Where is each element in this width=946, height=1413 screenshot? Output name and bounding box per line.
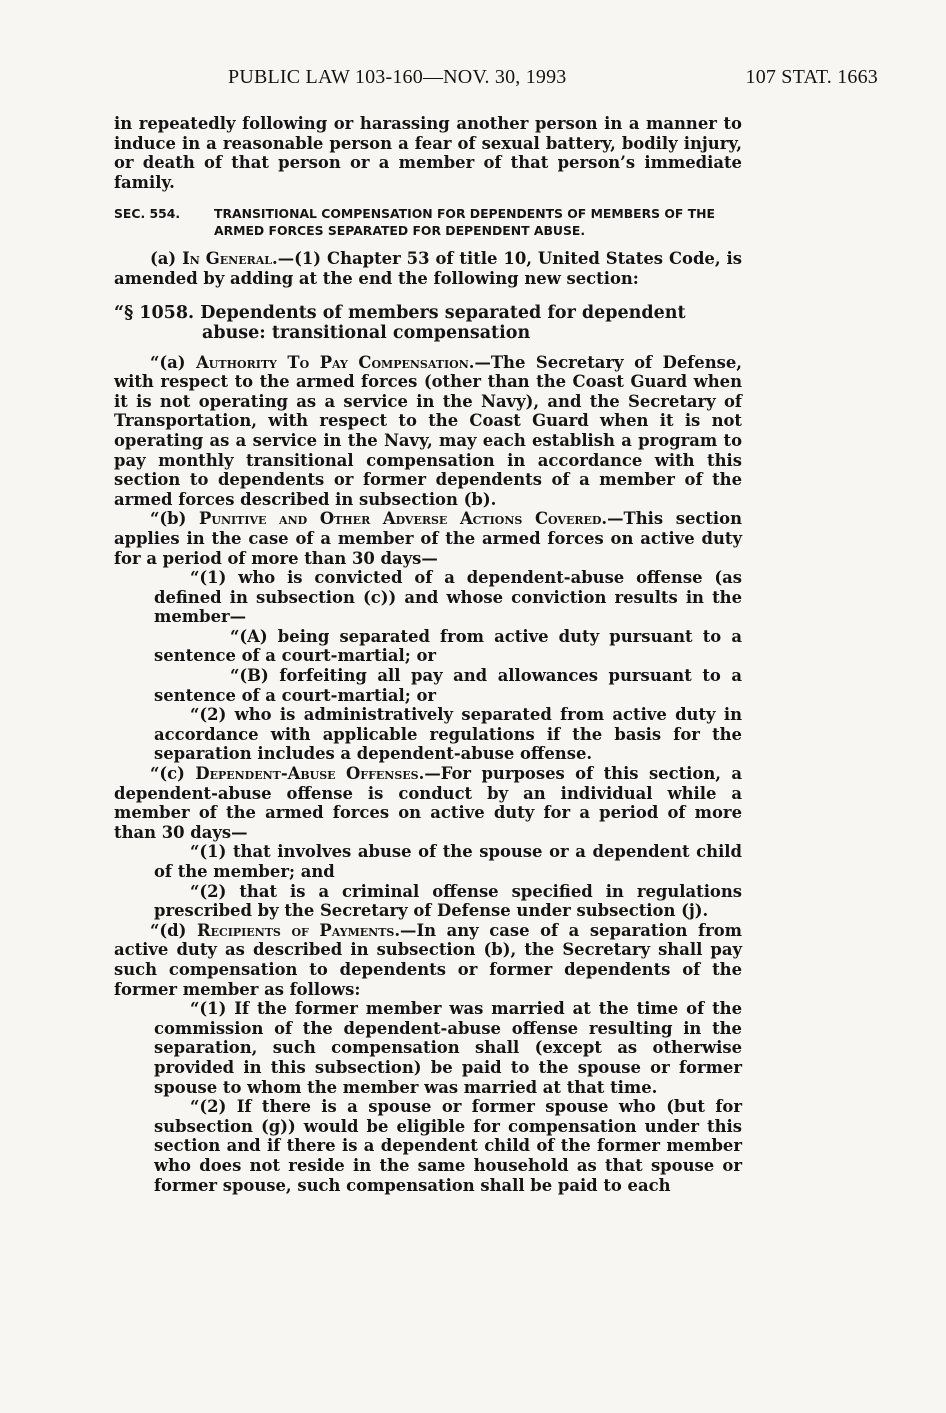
paragraph-b1b: “(B) forfeiting all pay and allowances pursuant to a sentence of a court-martial; or xyxy=(154,666,742,705)
subsection-c xyxy=(114,764,742,842)
subsection-label: Recipients of Payments xyxy=(196,920,395,940)
subsection-prefix: “(b) xyxy=(150,509,200,529)
paragraph-b1a: “(A) being separated from active duty pursuant to a sentence of a court-martial; or xyxy=(154,626,742,666)
subsection-a-general xyxy=(114,249,742,288)
section-number: SEC. 554. xyxy=(114,206,181,222)
body-text xyxy=(114,114,742,1195)
header-stat-page: 107 STAT. 1663 xyxy=(745,66,878,88)
subsection-label: Dependent-Abuse Offenses xyxy=(195,764,419,784)
paragraph-b1: “(1) who is convicted of a dependent-abuse offense (as defined in subsection (c)) and whose conviction results in the member— xyxy=(154,568,742,627)
section-heading xyxy=(114,206,742,239)
subsection-b xyxy=(114,509,742,568)
subsection-label: Punitive and Other Adverse Actions Covered xyxy=(199,509,602,529)
subsection-d xyxy=(114,921,742,999)
subsection-prefix: (a) xyxy=(150,249,183,269)
subsection-label: In General xyxy=(182,249,273,269)
subsection-text: .—In any case of a separation from active duty as described in subsection (b), the Secretary shall pay such compensation to dependents or former dependents of the former member as follows: xyxy=(114,920,743,999)
subsection-prefix: “(c) xyxy=(150,764,196,784)
new-section-title: “§ 1058. Dependents of members separated for dependent abuse: transitional compensation xyxy=(114,302,686,343)
intro-paragraph: in repeatedly following or harassing another person in a manner to induce in a reasonable person a fear of sexual battery, bodily injury, or death of that person or a member of that person’s immediate family. xyxy=(114,114,742,192)
paragraph-d1: “(1) If the former member was married at the time of the commission of the dependent-abuse offense resulting in the separation, such compensation shall (except as otherwise provided in this subsection) be paid to the spouse or former spouse to whom the member was married at that time. xyxy=(154,999,742,1097)
subsection-text: .—This section applies in the case of a member of the armed forces on active duty for a period of more than 30 days— xyxy=(114,509,742,568)
subsection-text: .—(1) Chapter 53 of title 10, United States Code, is amended by adding at the end the following new section: xyxy=(114,249,742,288)
subsection-prefix: “(a) xyxy=(150,352,197,372)
subsection-text: .—The Secretary of Defense, with respect to the armed forces (other than the Coast Guard when it is not operating as a service in the Navy), and the Secretary of Transportation, with respect to the Coast Guard when it is not operating as a service in the Navy, may each establish a program to pay monthly transitional compensation in accordance with this section to dependents or former dependents of a member of the armed forces described in subsection (b). xyxy=(114,352,743,509)
paragraph-c2: “(2) that is a criminal offense specified in regulations prescribed by the Secretary of Defense under subsection (j). xyxy=(154,881,742,921)
page-header xyxy=(228,66,878,92)
subsection-prefix: “(d) xyxy=(150,920,197,940)
section-heading-title: TRANSITIONAL COMPENSATION FOR DEPENDENTS OF MEMBERS OF THE ARMED FORCES SEPARATED FOR DEPENDENT ABUSE. xyxy=(214,206,715,238)
subsection-label: Authority To Pay Compensation xyxy=(196,352,469,372)
paragraph-b2: “(2) who is administratively separated from active duty in accordance with applicable regulations if the basis for the separation includes a dependent-abuse offense. xyxy=(154,705,742,764)
subsection-a-authority xyxy=(114,353,742,510)
subsection-text: .—For purposes of this section, a dependent-abuse offense is conduct by an individual while a member of the armed forces on active duty for a period of more than 30 days— xyxy=(114,764,742,842)
paragraph-d2: “(2) If there is a spouse or former spouse who (but for subsection (g)) would be eligible for compensation under this section and if there is a dependent child of the former member who does not reside in the same household as that spouse or former spouse, such compensation shall be paid to each xyxy=(154,1097,742,1195)
header-citation: PUBLIC LAW 103-160—NOV. 30, 1993 xyxy=(228,66,567,88)
paragraph-c1: “(1) that involves abuse of the spouse or a dependent child of the member; and xyxy=(154,842,742,881)
page-bottom-margin xyxy=(0,1260,946,1410)
